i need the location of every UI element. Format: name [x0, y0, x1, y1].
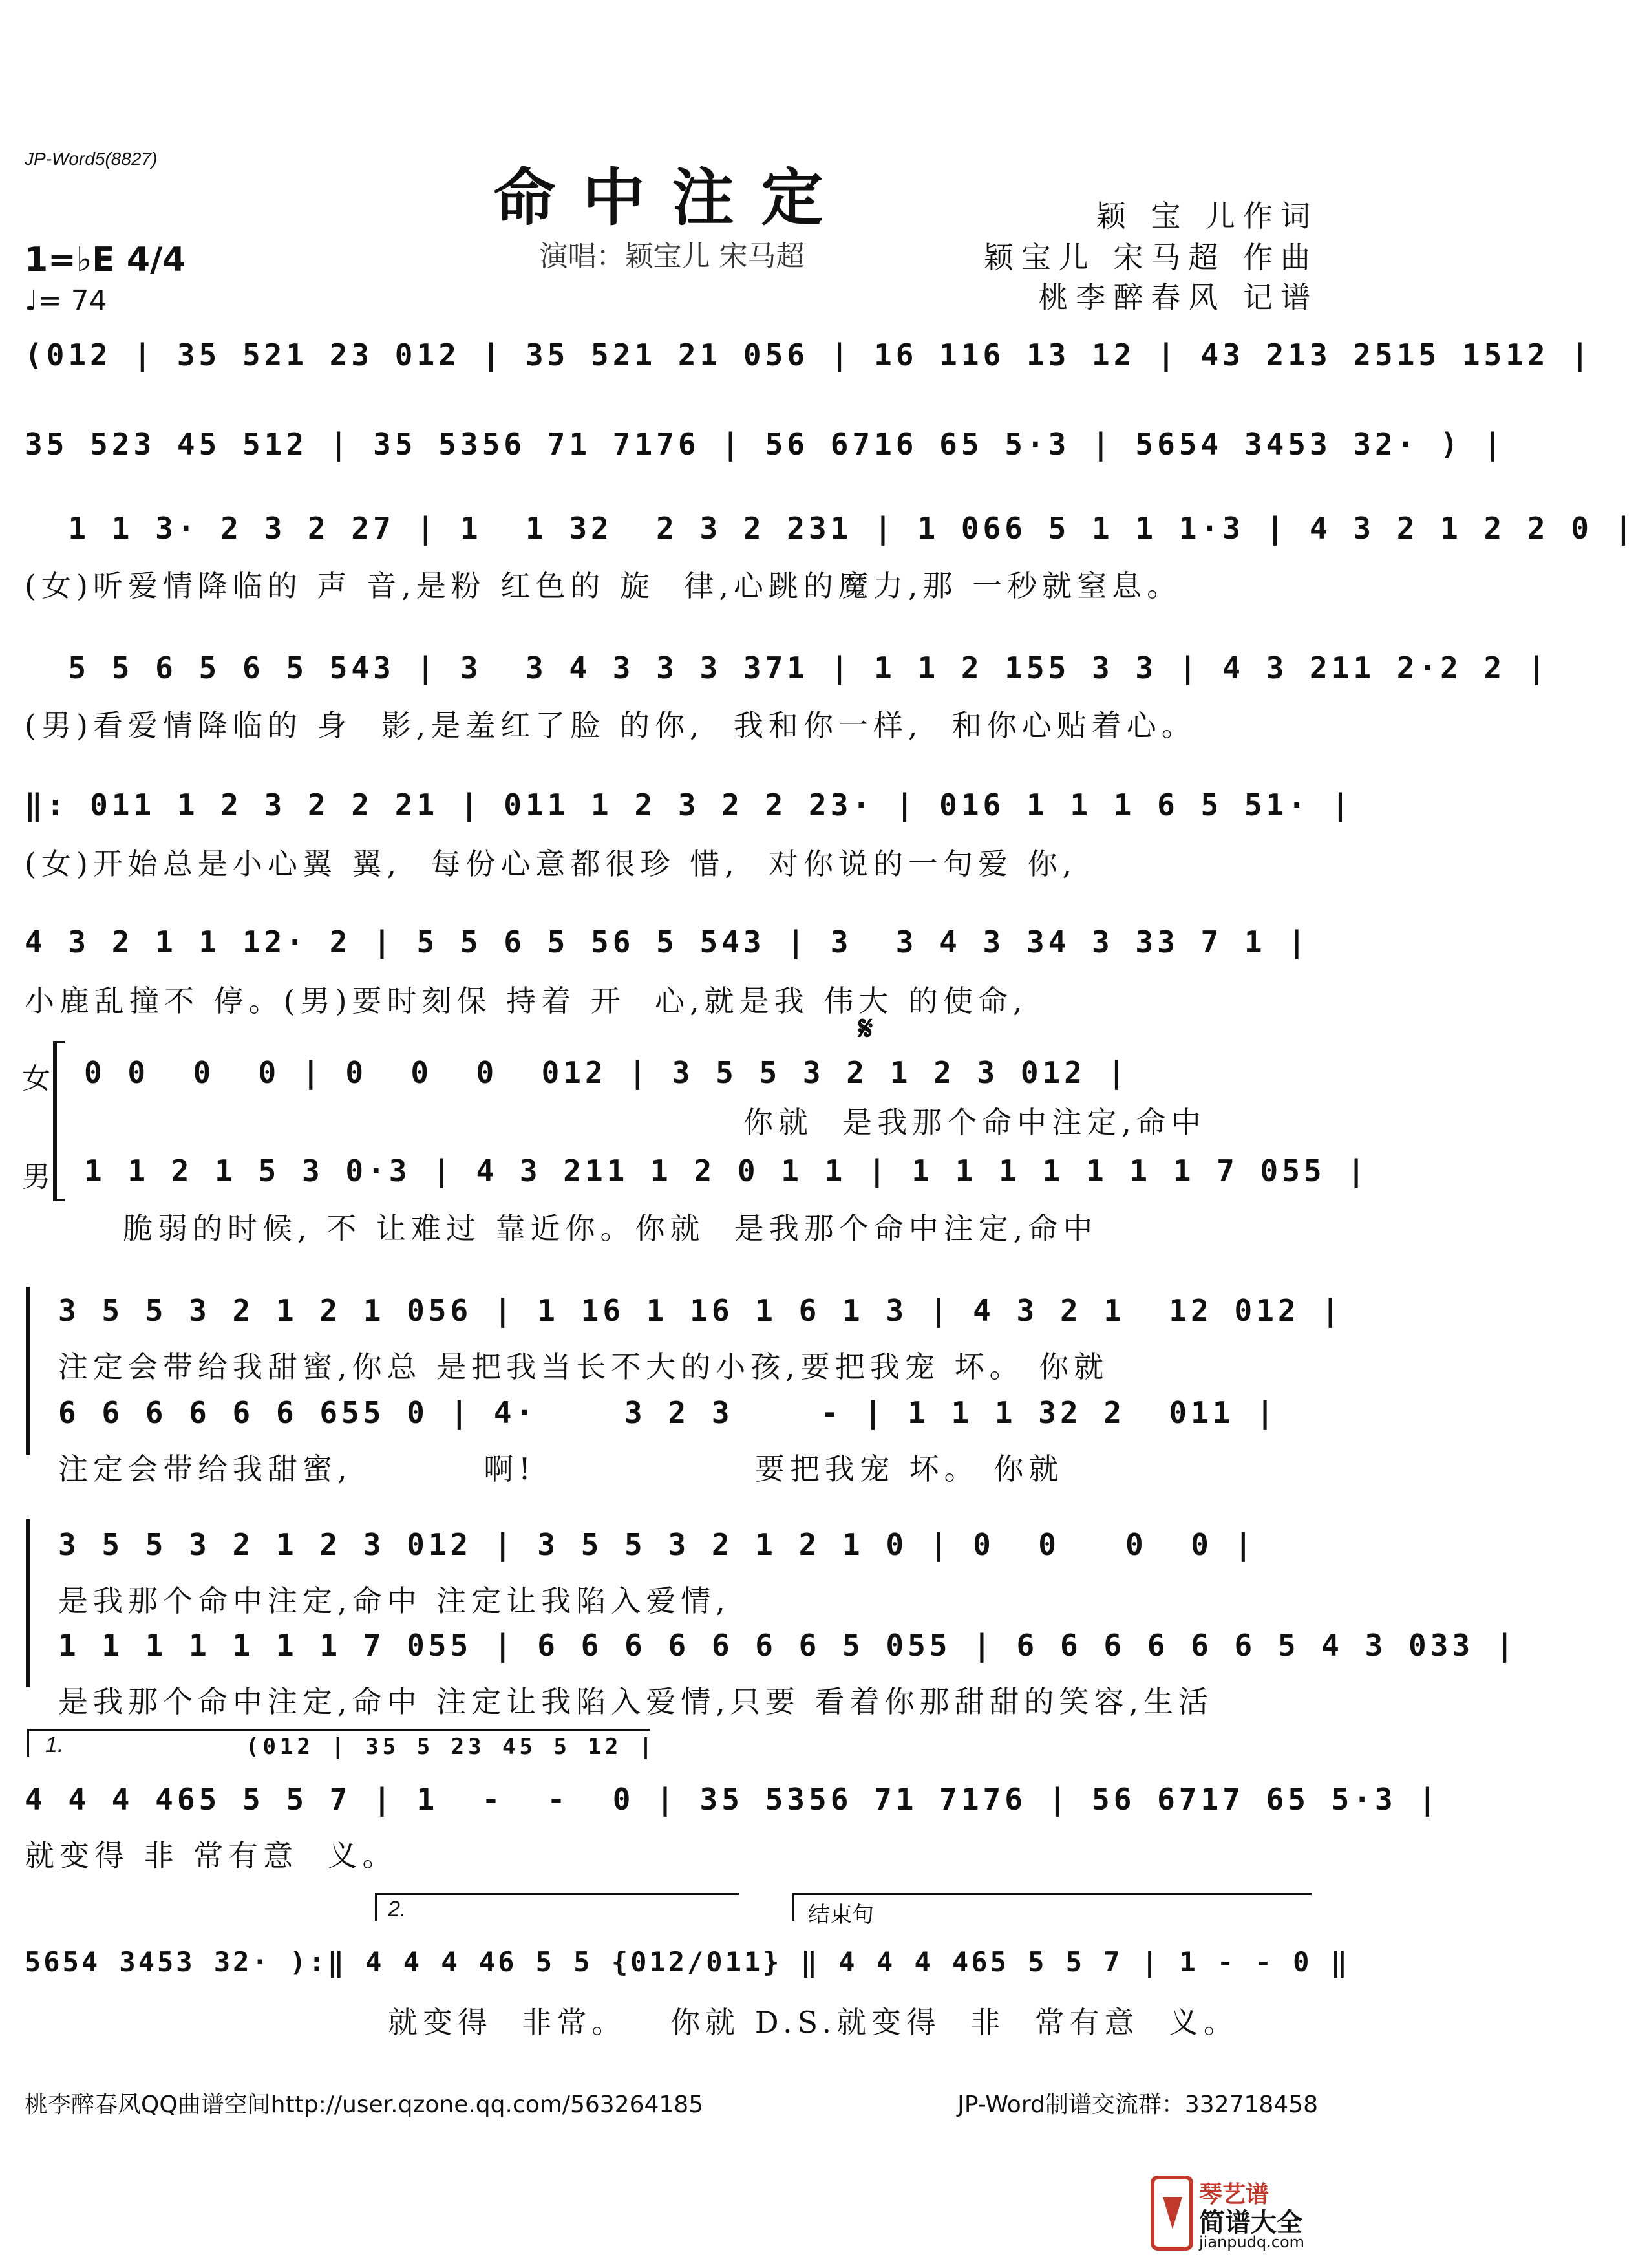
volta-label-2: 2.: [388, 1897, 407, 1921]
lyrics-row-3: (女)听爱情降临的 声 音,是粉 红色的 旋 律,心跳的魔力,那 一秒就窒息。: [25, 568, 1182, 603]
female-lyrics-a: 你就 是我那个命中注定,命中: [743, 1105, 1206, 1140]
site-logo: [1150, 2171, 1318, 2255]
volta1-lyrics: 就变得 非 常有意 义。: [25, 1838, 398, 1873]
logo-url: jianpudq.com: [1199, 2233, 1305, 2251]
key-signature: 1=♭E 4/4: [25, 241, 186, 279]
score-row-4: 5 5 6 5 6 5 543 | 3 3 4 3 3 3 371 | 1 1 2 155 3 3 | 4 3 211 2·2 2 |: [25, 650, 1549, 685]
lyricist-credit: 颖 宝 儿作词: [1096, 198, 1318, 233]
male-notes-a: 1 1 2 1 5 3 0·3 | 4 3 211 1 2 0 1 1 | 1 1 1 1 1 1 1 7 055 |: [84, 1153, 1369, 1188]
male-lyrics-b: 注定会带给我甜蜜, 啊! 要把我宠 坏。 你就: [58, 1451, 1064, 1486]
male-lyrics-c: 是我那个命中注定,命中 注定让我陷入爱情,只要 看着你那甜甜的笑容,生活: [58, 1684, 1214, 1719]
system-bracket: [53, 1041, 65, 1201]
volta-bracket-2: [375, 1893, 739, 1921]
female-notes-a: 0 0 0 0 | 0 0 0 012 | 3 5 5 3 2 1 2 3 012 |: [84, 1055, 1130, 1090]
segno-sign: 𝄋: [858, 1009, 873, 1048]
volta1-notes: 4 4 4 465 5 5 7 | 1 - - 0 | 35 5356 71 7176 | 56 6717 65 5·3 |: [25, 1782, 1441, 1817]
system-bracket: [26, 1287, 36, 1455]
score-row-3: 1 1 3· 2 3 2 27 | 1 1 32 2 3 2 231 | 1 066 5 1 1 1·3 | 4 3 2 1 2 2 0 |: [25, 511, 1636, 546]
volta-label-1: 1.: [45, 1733, 64, 1757]
female-lyrics-b: 注定会带给我甜蜜,你总 是把我当长不大的小孩,要把我宠 坏。 你就: [58, 1349, 1109, 1384]
female-notes-b: 3 5 5 3 2 1 2 1 056 | 1 16 1 16 1 6 1 3 | 4 3 2 1 12 012 |: [58, 1293, 1343, 1328]
system-bracket: [26, 1519, 36, 1687]
score-row-1: (012 | 35 521 23 012 | 35 521 21 056 | 16 116 13 12 | 43 213 2515 1512 |: [25, 337, 1593, 372]
male-notes-b: 6 6 6 6 6 6 655 0 | 4· 3 2 3 - | 1 1 1 32 2 011 |: [58, 1395, 1278, 1430]
volta2-notes: 5654 3453 32· ):‖ 4 4 4 46 5 5 {012/011} ‖ 4 4 4 465 5 5 7 | 1 - - 0 ‖: [25, 1946, 1350, 1978]
logo-name: 简谱大全: [1199, 2208, 1302, 2238]
coda-label: 结束句: [808, 1903, 874, 1927]
score-row-2: 35 523 45 512 | 35 5356 71 7176 | 56 6716 65 5·3 | 5654 3453 32· ) |: [25, 427, 1506, 462]
female-notes-c: 3 5 5 3 2 1 2 3 012 | 3 5 5 3 2 1 2 1 0 | 0 0 0 0 |: [58, 1527, 1257, 1562]
transcriber-credit: 桃李醉春风 记谱: [1038, 280, 1318, 315]
female-part-label: 女: [22, 1062, 50, 1095]
footer-group: JP-Word制谱交流群：332718458: [957, 2091, 1318, 2118]
score-row-6: 4 3 2 1 1 12· 2 | 5 5 6 5 56 5 543 | 3 3 4 3 34 3 33 7 1 |: [25, 925, 1310, 959]
tempo-mark: ♩= 74: [25, 284, 107, 317]
singers: 演唱：颖宝儿 宋马超: [539, 240, 805, 273]
female-lyrics-c: 是我那个命中注定,命中 注定让我陷入爱情,: [58, 1583, 730, 1618]
male-notes-c: 1 1 1 1 1 1 1 7 055 | 6 6 6 6 6 6 6 5 055 | 6 6 6 6 6 6 5 4 3 033 |: [58, 1628, 1518, 1663]
lyrics-row-5: (女)开始总是小心翼 翼, 每份心意都很珍 惜, 对你说的一句爱 你,: [25, 846, 1078, 881]
logo-top-text: 琴艺谱: [1199, 2181, 1269, 2208]
male-part-label: 男: [22, 1161, 50, 1193]
song-title: 命中注定: [493, 161, 851, 234]
lyrics-row-6: 小鹿乱撞不 停。(男)要时刻保 持着 开 心,就是我 伟大 的使命,: [25, 983, 1028, 1018]
composer-credit: 颖宝儿 宋马超 作曲: [983, 240, 1318, 275]
male-lyrics-a: 脆弱的时候, 不 让难过 靠近你。你就 是我那个命中注定,命中: [123, 1211, 1098, 1246]
volta1-intro-notes: (012 | 35 5 23 45 5 12 |: [246, 1734, 657, 1760]
score-row-5: ‖: 011 1 2 3 2 2 21 | 011 1 2 3 2 2 23· | 016 1 1 1 6 5 51· |: [25, 787, 1354, 822]
lyrics-row-4: (男)看爱情降临的 身 影,是羞红了脸 的你, 我和你一样, 和你心贴着心。: [25, 708, 1196, 743]
software-tag: JP-Word5(8827): [25, 149, 158, 169]
footer-source: 桃李醉春风QQ曲谱空间http://user.qzone.qq.com/563264185: [25, 2091, 704, 2118]
volta2-lyrics: 就变得 非常。 你就 D.S.就变得 非 常有意 义。: [388, 2005, 1238, 2040]
